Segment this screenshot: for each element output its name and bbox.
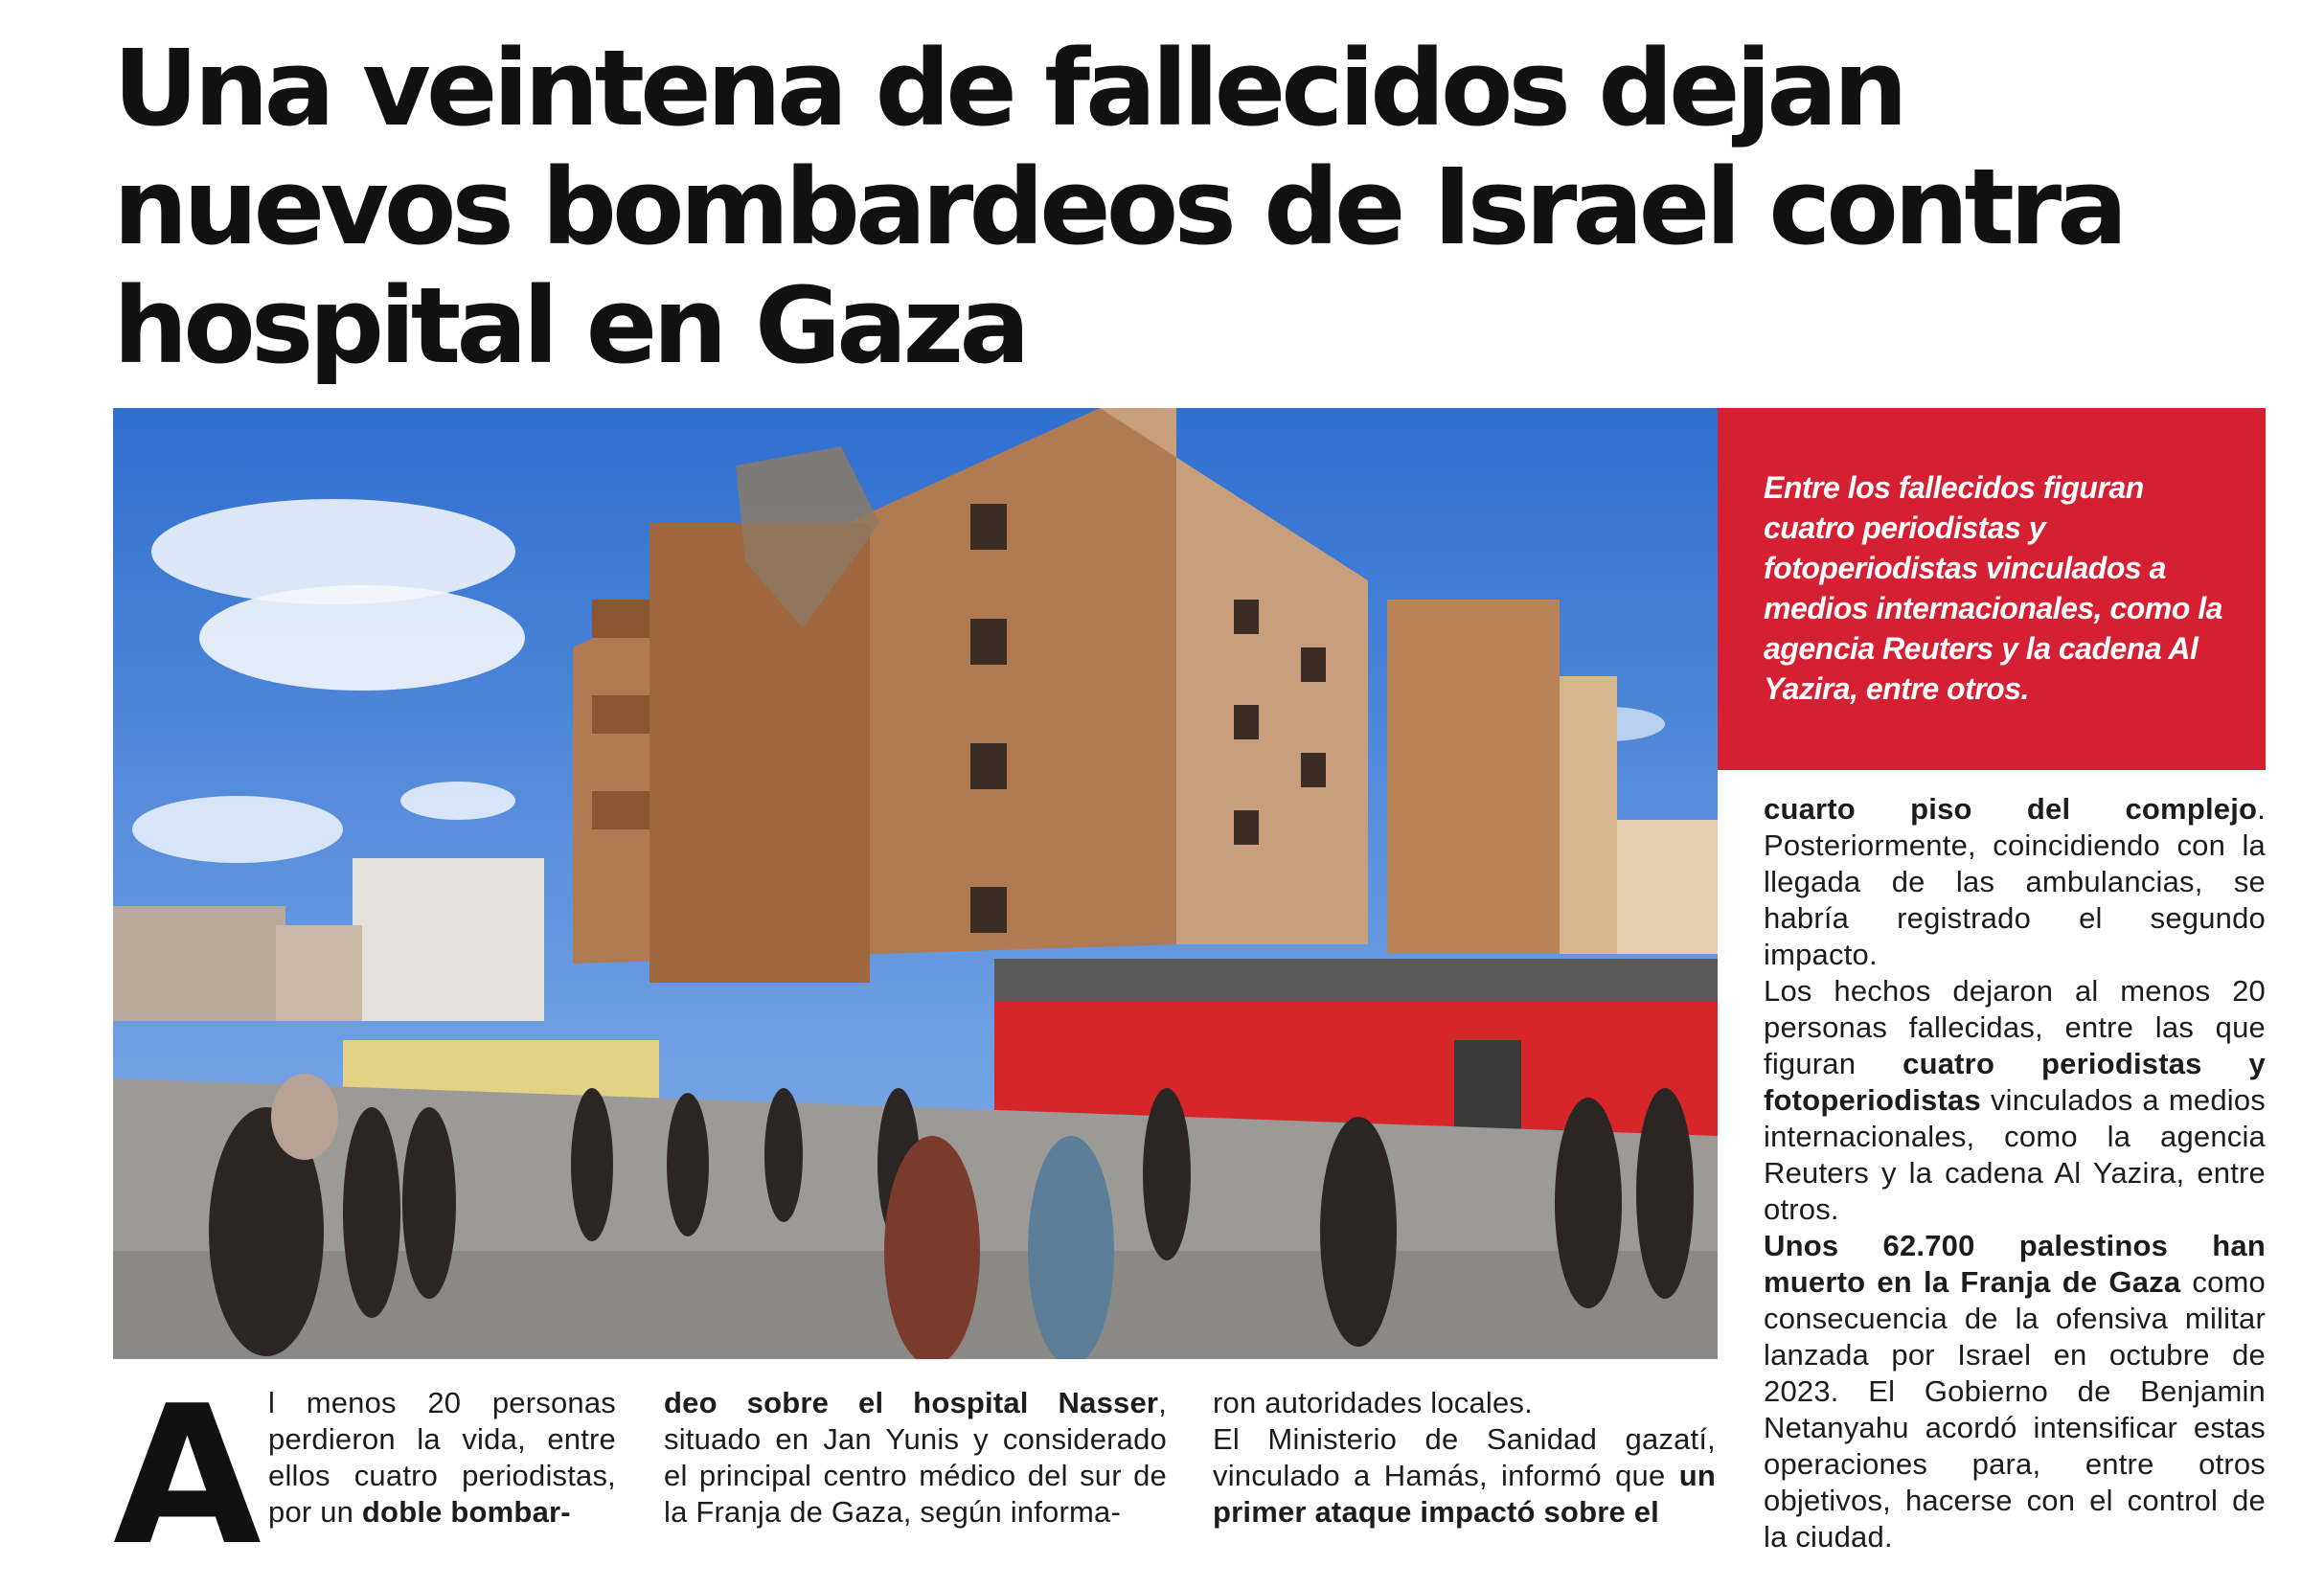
body-text: vinculados a medios internacionales, como la agencia Reuters y la cadena Al Yazira, entre otros. xyxy=(1764,1083,2266,1226)
body-text: Los hechos dejaron al menos 20 personas fallecidas, entre las que figuran xyxy=(1764,974,2266,1080)
body-text-bold: un primer ataque impactó sobre el xyxy=(1213,1459,1716,1529)
pull-quote-text: Entre los fallecidos figuran cuatro periodistas y fotoperiodistas vinculados a medios internacionales, como la agencia Reuters y la cadena Al Yazira, entre otros. xyxy=(1764,470,2222,706)
drop-cap: A xyxy=(113,1365,262,1588)
body-text: . Posteriormente, coincidiendo con la llegada de las ambulancias, se habría registrado el segundo impacto. xyxy=(1764,792,2266,971)
body-column-2 xyxy=(664,1385,1167,1531)
pull-quote xyxy=(1718,408,2266,770)
body-text: ron autoridades locales. xyxy=(1213,1386,1533,1419)
body-text: como consecuencia de la ofensiva militar lanzada por Israel en octubre de 2023. El Gobierno de Benjamin Netanyahu acordó intensificar estas operaciones para, entre otros objetivos, hacerse con el control de la ciudad. xyxy=(1764,1265,2267,1554)
body-text: El Ministerio de Sanidad gazatí, vinculado a Hamás, informó que xyxy=(1213,1422,1716,1492)
body-text: l menos 20 personas perdieron la vida, entre ellos cuatro periodistas, por un xyxy=(268,1386,616,1529)
body-text-bold: cuatro periodistas y fotoperiodistas xyxy=(1764,1047,2267,1117)
headline: Una veintena de fallecidos dejan nuevos bombardeos de Israel contra hospital en Gaza xyxy=(113,27,2124,387)
body-column-4 xyxy=(1764,791,2266,1555)
body-text-bold: deo sobre el hospital Nasser xyxy=(664,1386,1159,1419)
body-column-3 xyxy=(1213,1385,1716,1531)
body-text-bold: doble bombar- xyxy=(361,1495,571,1529)
body-text-bold: Unos 62.700 palestinos han muerto en la Franja de Gaza xyxy=(1764,1229,2266,1299)
body-text: , situado en Jan Yunis y considerado el principal centro médico del sur de la Franja de Gaza, según informa- xyxy=(664,1386,1167,1529)
body-column-1 xyxy=(268,1385,616,1531)
news-photo xyxy=(113,408,1718,1359)
body-text-bold: cuarto piso del complejo xyxy=(1764,792,2258,826)
